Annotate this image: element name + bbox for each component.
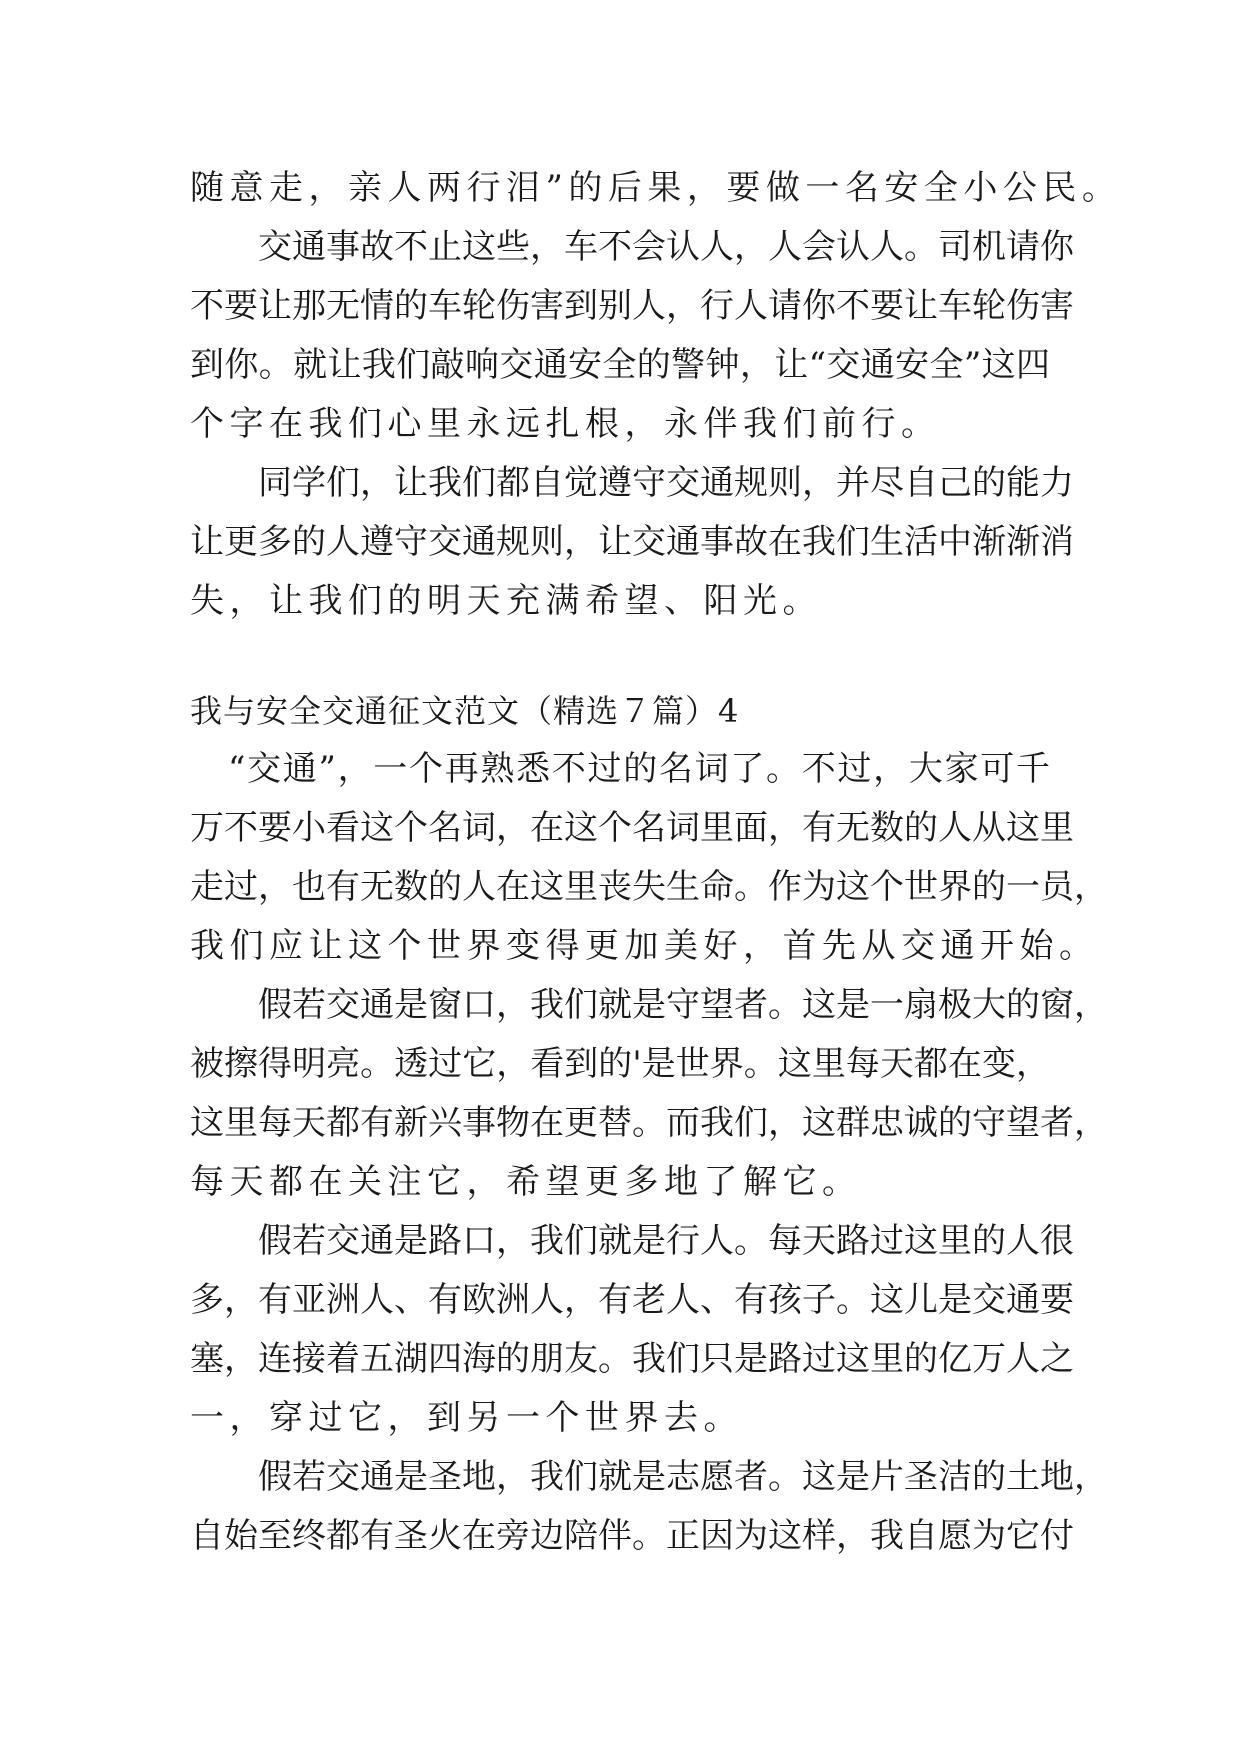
paragraph-line: 假若交通是窗口，我们就是守望者。这是一扇极大的窗， [258, 985, 1108, 1025]
paragraph-line: 交通事故不止这些，车不会认人，人会认人。司机请你 [258, 227, 1074, 267]
paragraph-line: 自始至终都有圣火在旁边陪伴。正因为这样，我自愿为它付 [190, 1516, 1074, 1556]
paragraph-line: 我们应让这个世界变得更加美好，首先从交通开始。 [190, 926, 1099, 966]
paragraph-line: 多，有亚洲人、有欧洲人，有老人、有孩子。这儿是交通要 [190, 1280, 1074, 1320]
paragraph-line: 每天都在关注它，希望更多地了解它。 [190, 1162, 862, 1202]
paragraph-line: 到你。就让我们敲响交通安全的警钟，让“交通安全”这四 [190, 345, 1050, 385]
paragraph-line: 被擦得明亮。透过它，看到的'是世界。这里每天都在变， [190, 1044, 1050, 1084]
paragraph-line: 塞，连接着五湖四海的朋友。我们只是路过这里的亿万人之 [190, 1339, 1074, 1379]
paragraph-line: 万不要小看这个名词，在这个名词里面，有无数的人从这里 [190, 808, 1074, 848]
section-heading: 我与安全交通征文范文（精选７篇）4 [190, 692, 740, 730]
paragraph-line: 这里每天都有新兴事物在更替。而我们，这群忠诚的守望者， [190, 1103, 1108, 1143]
paragraph-line: 随意走，亲人两行泪”的后果，要做一名安全小公民。 [190, 168, 1122, 208]
paragraph-line: “交通”，一个再熟悉不过的名词了。不过，大家可千 [228, 749, 1050, 789]
paragraph-line: 走过，也有无数的人在这里丧失生命。作为这个世界的一员， [190, 867, 1108, 907]
paragraph-line: 假若交通是路口，我们就是行人。每天路过这里的人很 [258, 1221, 1074, 1261]
paragraph-line: 不要让那无情的车轮伤害到别人，行人请你不要让车轮伤害 [190, 286, 1074, 326]
paragraph-line: 一，穿过它，到另一个世界去。 [190, 1398, 743, 1438]
paragraph-line: 同学们，让我们都自觉遵守交通规则，并尽自己的能力 [258, 463, 1074, 503]
paragraph-line: 个字在我们心里永远扎根，永伴我们前行。 [190, 404, 941, 444]
paragraph-line: 失，让我们的明天充满希望、阳光。 [190, 581, 822, 621]
paragraph-line: 假若交通是圣地，我们就是志愿者。这是片圣洁的土地， [258, 1457, 1108, 1497]
paragraph-line: 让更多的人遵守交通规则，让交通事故在我们生活中渐渐消 [190, 522, 1074, 562]
